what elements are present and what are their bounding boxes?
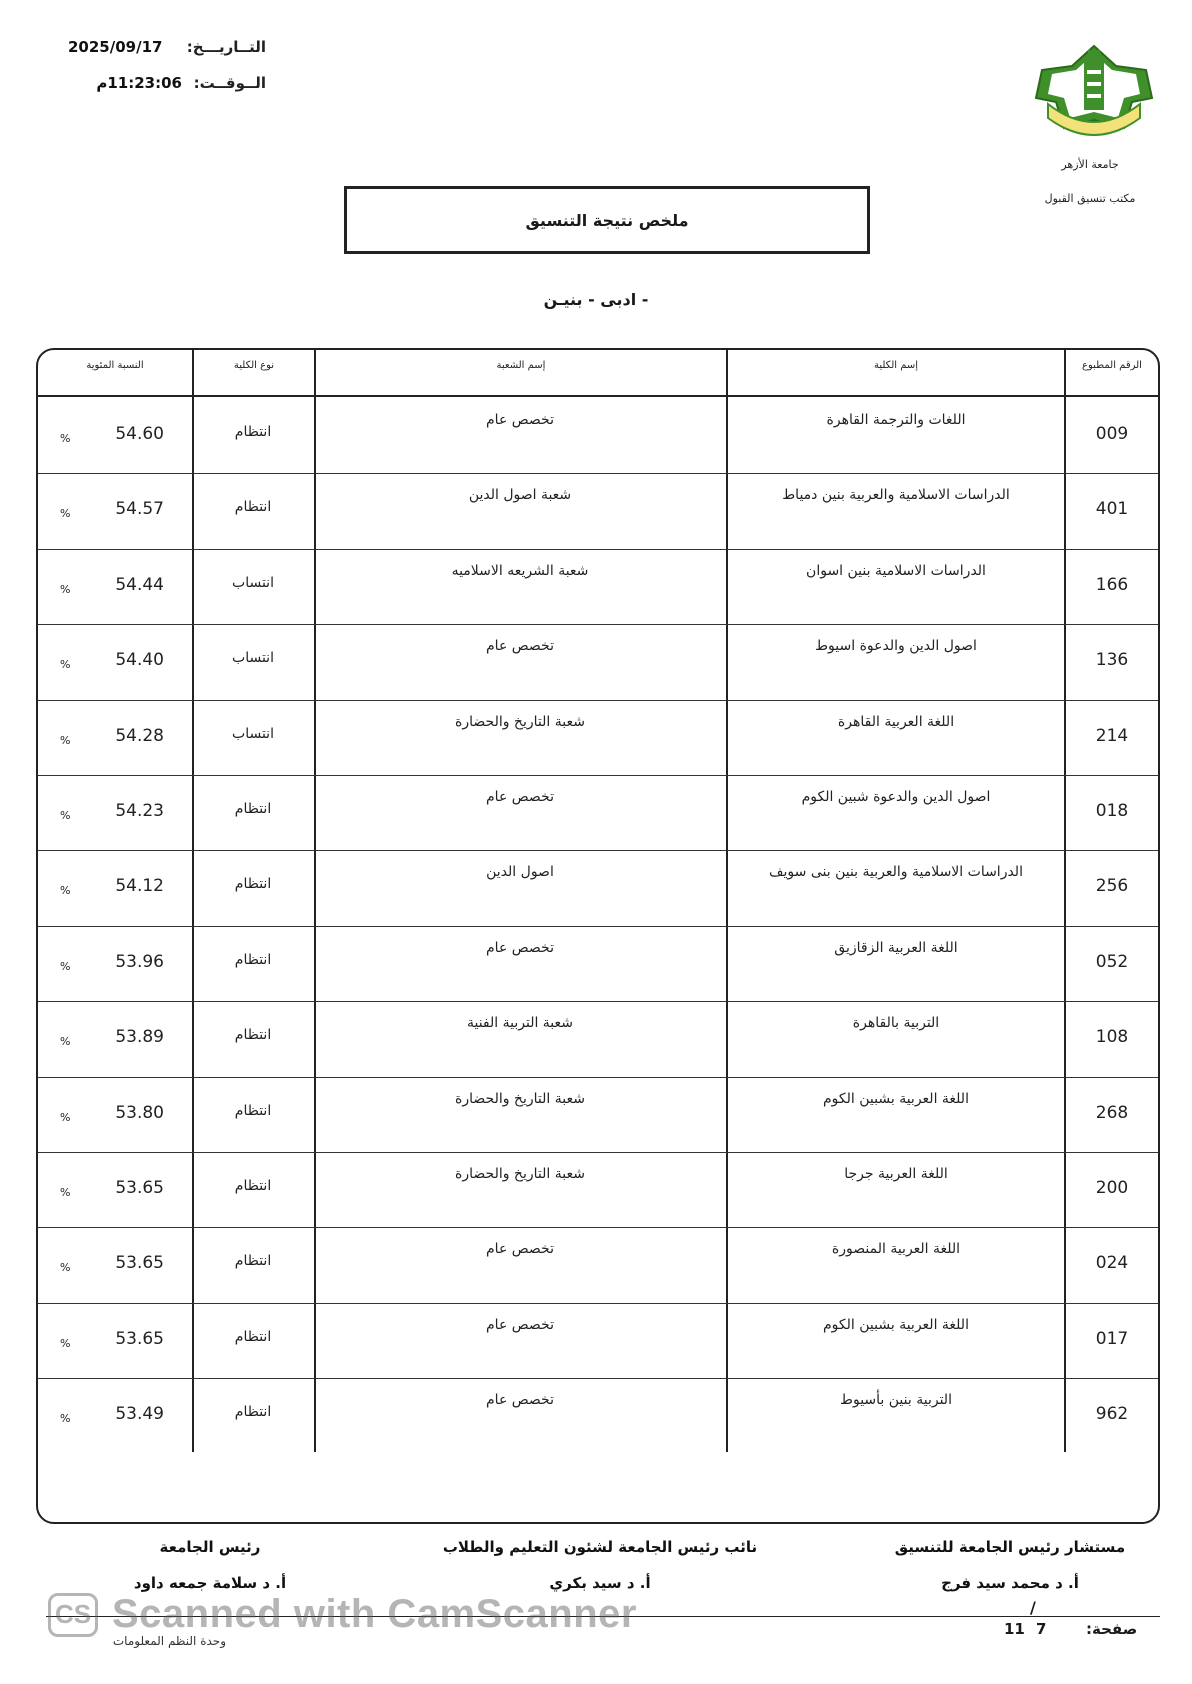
cell-percent-sign: % (60, 1035, 71, 1049)
cell-type: انتظام (234, 951, 272, 968)
report-title-box (344, 186, 870, 254)
cell-percent: 53.89 (115, 1027, 164, 1048)
row-divider (38, 1227, 1158, 1228)
header-divider (36, 395, 1160, 397)
cell-percent-sign: % (60, 733, 71, 747)
cell-code: 009 (1095, 424, 1129, 444)
cell-college: اللغة العربية الزقازيق (834, 939, 958, 956)
camscanner-logo-icon: CS (48, 1593, 98, 1637)
cell-type: انتظام (234, 1178, 272, 1194)
cell-code: 018 (1095, 801, 1129, 821)
cell-code: 017 (1095, 1328, 1129, 1349)
cell-type: انتظام (234, 801, 272, 817)
signature-title: مستشار رئيس الجامعة للتنسيق (894, 1538, 1126, 1556)
page-label: صفحة: (1086, 1620, 1138, 1638)
cell-percent-sign: % (60, 1336, 71, 1350)
cell-percent-sign: % (60, 1261, 71, 1275)
row-divider (38, 850, 1158, 851)
col-header-college: إسم الكلية (873, 360, 919, 371)
page-total: 11 (1004, 1620, 1025, 1638)
cell-percent-sign: % (60, 658, 71, 672)
cell-percent: 53.96 (115, 951, 164, 972)
cell-college: اللغات والترجمة القاهرة (826, 412, 966, 428)
cell-percent: 53.49 (115, 1404, 164, 1425)
cell-college: الدراسات الاسلامية والعربية بنين بنى سويف (769, 864, 1023, 881)
cell-branch: تخصص عام (486, 789, 554, 805)
cell-branch: شعبة الشريعه الاسلاميه (451, 562, 589, 579)
unit-name: وحدة النظم المعلومات (112, 1634, 226, 1648)
col-header-percent: النسبة المئوية (86, 360, 144, 371)
cell-college: التربية بالقاهرة (852, 1015, 940, 1032)
signature-name: أ. د سيد بكري (549, 1574, 651, 1592)
cell-code: 268 (1095, 1102, 1129, 1123)
row-divider (38, 1378, 1158, 1379)
cell-percent-sign: % (60, 582, 71, 596)
cell-branch: شعبة التاريخ والحضارة (455, 1166, 585, 1182)
row-divider (38, 1152, 1158, 1153)
cell-type: انتساب (232, 650, 274, 667)
results-table-frame (36, 348, 1160, 1524)
row-divider (38, 549, 1158, 550)
cell-percent: 54.60 (115, 424, 164, 444)
cell-branch: اصول الدين (486, 864, 554, 881)
cell-percent: 54.44 (115, 574, 164, 595)
cell-percent-sign: % (60, 1110, 71, 1124)
cell-code: 166 (1095, 574, 1129, 595)
cell-type: انتظام (234, 1328, 272, 1345)
cell-code: 052 (1095, 951, 1129, 972)
column-divider (314, 348, 316, 1452)
cell-type: انتظام (234, 1027, 272, 1044)
cell-percent: 54.12 (115, 876, 164, 897)
page-current: 7 (1036, 1620, 1047, 1638)
cell-percent: 53.65 (115, 1253, 164, 1274)
cell-branch: تخصص عام (486, 1392, 554, 1409)
cell-code: 256 (1095, 876, 1129, 897)
cell-college: اللغة العربية بشبين الكوم (823, 1316, 969, 1333)
cell-branch: شعبة اصول الدين (468, 487, 572, 504)
cell-branch: شعبة التربية الفنية (466, 1015, 574, 1032)
signature-title: رئيس الجامعة (159, 1538, 261, 1556)
col-header-type: نوع الكلية (233, 360, 275, 371)
cell-branch: تخصص عام (486, 1241, 554, 1258)
cell-code: 024 (1095, 1253, 1129, 1274)
row-divider (38, 473, 1158, 474)
cell-college: اصول الدين والدعوة اسيوط (815, 638, 977, 655)
watermark-text: Scanned with CamScanner (112, 1592, 637, 1636)
cell-percent-sign: % (60, 884, 71, 898)
cell-branch: تخصص عام (486, 939, 554, 956)
cell-branch: شعبة التاريخ والحضارة (455, 713, 585, 730)
office-name: مكتب تنسيق القبول (1044, 192, 1136, 205)
row-divider (38, 1303, 1158, 1304)
row-divider (38, 926, 1158, 927)
cell-percent-sign: % (60, 1412, 71, 1426)
cell-code: 136 (1095, 650, 1129, 671)
cell-branch: تخصص عام (486, 1316, 554, 1333)
cell-college: اصول الدين والدعوة شبين الكوم (801, 789, 991, 805)
cell-percent: 53.65 (115, 1328, 164, 1349)
row-divider (38, 1077, 1158, 1078)
signature-name: أ. د سلامة جمعه داود (133, 1574, 287, 1592)
cell-type: انتساب (232, 574, 274, 591)
col-header-code: الرقم المطبوع (1082, 360, 1142, 371)
cell-percent-sign: % (60, 507, 71, 521)
cell-branch: تخصص عام (486, 412, 554, 428)
cell-percent-sign: % (60, 809, 71, 822)
university-name: جامعة الأزهر (1061, 158, 1119, 171)
cell-college: اللغة العربية المنصورة (831, 1241, 961, 1258)
filter-subtitle: - ادبى - بنيـن (543, 290, 649, 309)
row-divider (38, 624, 1158, 625)
column-divider (726, 348, 728, 1452)
cell-college: اللغة العربية بشبين الكوم (823, 1090, 969, 1107)
cell-college: اللغة العربية القاهرة (837, 713, 955, 730)
cell-percent: 54.28 (115, 725, 164, 746)
cell-percent-sign: % (60, 1186, 71, 1199)
cell-percent: 54.40 (115, 650, 164, 671)
cell-percent: 53.65 (115, 1178, 164, 1198)
cell-branch: تخصص عام (486, 638, 554, 655)
time-value: 11:23:06م (96, 74, 182, 92)
cell-code: 962 (1095, 1404, 1129, 1425)
cell-branch: شعبة التاريخ والحضارة (455, 1090, 585, 1107)
cell-type: انتظام (234, 1102, 272, 1119)
page-slash: / (1030, 1598, 1036, 1617)
cell-code: 200 (1095, 1178, 1129, 1198)
cell-type: انتظام (234, 876, 272, 893)
cell-college: الدراسات الاسلامية والعربية بنين دمياط (782, 487, 1010, 504)
signature-title: نائب رئيس الجامعة لشئون التعليم والطلاب (442, 1538, 758, 1556)
cell-college: الدراسات الاسلامية بنين اسوان (806, 562, 986, 579)
cell-type: انتظام (234, 1404, 272, 1421)
cell-percent: 53.80 (115, 1102, 164, 1123)
cell-code: 401 (1095, 499, 1129, 520)
date-label: التــاريـــخ: (186, 38, 266, 56)
cell-percent-sign: % (60, 959, 71, 973)
cell-percent: 54.57 (115, 499, 164, 520)
cell-type: انتظام (234, 1253, 272, 1270)
cell-percent-sign: % (60, 432, 71, 445)
university-logo (1028, 40, 1160, 152)
row-divider (38, 700, 1158, 701)
report-title: ملخص نتيجة التنسيق (525, 210, 689, 230)
date-value: 2025/09/17 (68, 38, 163, 56)
cell-percent: 54.23 (115, 801, 164, 821)
row-divider (38, 775, 1158, 776)
col-header-branch: إسم الشعبة (496, 360, 546, 371)
row-divider (38, 1001, 1158, 1002)
cell-type: انتساب (232, 725, 274, 742)
scanner-watermark (48, 1592, 637, 1637)
cell-type: انتظام (234, 424, 272, 440)
signature-name: أ. د محمد سيد فرج (941, 1574, 1079, 1592)
cell-college: التربية بنين بأسيوط (840, 1392, 952, 1409)
cell-college: اللغة العربية جرجا (844, 1166, 948, 1182)
time-label: الــوقــت: (193, 74, 266, 92)
cell-code: 108 (1095, 1027, 1129, 1048)
cell-type: انتظام (234, 499, 272, 516)
cell-code: 214 (1095, 725, 1129, 746)
